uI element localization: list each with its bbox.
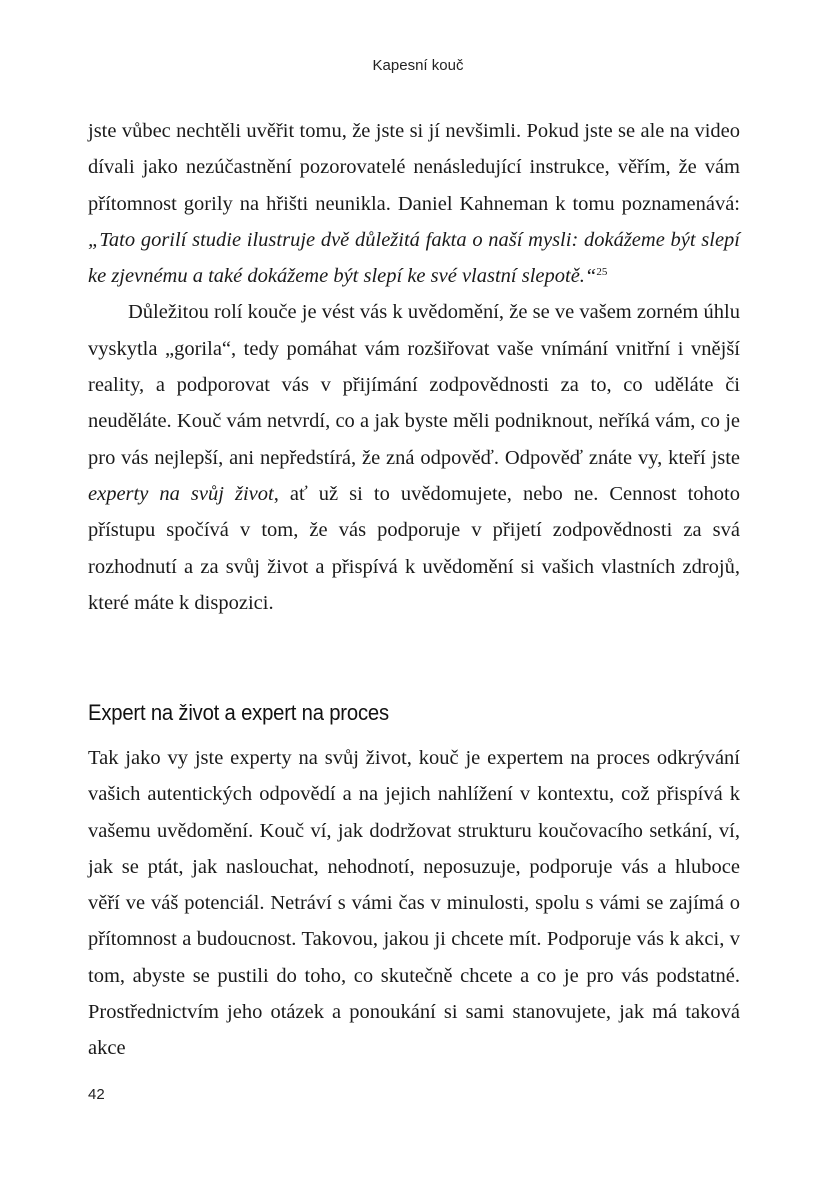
paragraph-continued bbox=[88, 113, 740, 294]
page-number: 42 bbox=[88, 1086, 105, 1103]
kahneman-quote: „Tato gorilí studie ilustruje dvě důležitá fakta o naší mysli: dokážeme být slepí ke zjevnému a také dokážeme být slepí ke své vlastní slepotě.“ bbox=[88, 228, 740, 288]
paragraph-text: jste vůbec nechtěli uvěřit tomu, že jste si jí nevšimli. Pokud jste se ale na video dívali jako nezúčastnění pozorovatelé nenásledující instrukce, věřím, že vám přítomnost gorily na hřišti neunikla. Daniel Kahneman k tomu poznamenává: bbox=[88, 120, 740, 215]
emphasis-text: experty na svůj život bbox=[88, 482, 274, 505]
footnote-marker: 25 bbox=[596, 266, 608, 279]
body-text-top bbox=[88, 113, 740, 621]
section-heading: Expert na život a expert na proces bbox=[88, 700, 389, 725]
paragraph-text: Důležitou rolí kouče je vést vás k uvědomění, že se ve vašem zorném úhlu vyskytla „gorila“, tedy pomáhat vám rozšiřovat vaše vnímání vnitřní i vnější reality, a podporovat vás v přijímání zodpovědnosti za to, co uděláte či neuděláte. Kouč vám netvrdí, co a jak byste měli podniknout, neříká vám, co je pro vás nejlepší, ani nepředstírá, že zná odpověď. Odpověď znáte vy, kteří jste bbox=[88, 301, 740, 469]
paragraph-text: , ať už si to uvědomujete, nebo ne. Cennost tohoto přístupu spočívá v tom, že vás podporuje v přijetí zodpovědnosti za svá rozhodnutí a za svůj život a přispívá k uvědomění si vašich vlastních zdrojů, které máte k dispozici. bbox=[88, 482, 740, 614]
paragraph-coach-role bbox=[88, 294, 740, 621]
running-header: Kapesní kouč bbox=[372, 57, 464, 74]
body-text-section bbox=[88, 740, 740, 1067]
section-paragraph: Tak jako vy jste experty na svůj život, kouč je expertem na proces odkrývání vašich autentických odpovědí a na jejich nahlížení v kontextu, což přispívá k vašemu uvědomění. Kouč ví, jak dodržovat strukturu koučovacího setkání, ví, jak se ptát, jak naslouchat, nehodnotí, neposuzuje, podporuje vás a hluboce věří ve váš potenciál. Netráví s vámi čas v minulosti, spolu s vámi se zajímá o přítomnost a budoucnost. Takovou, jakou ji chcete mít. Podporuje vás k akci, v tom, abyste se pustili do toho, co skutečně chcete a co je pro vás podstatné. Prostřednictvím jeho otázek a ponoukání si sami stanovujete, jak má taková akce bbox=[88, 747, 740, 1060]
